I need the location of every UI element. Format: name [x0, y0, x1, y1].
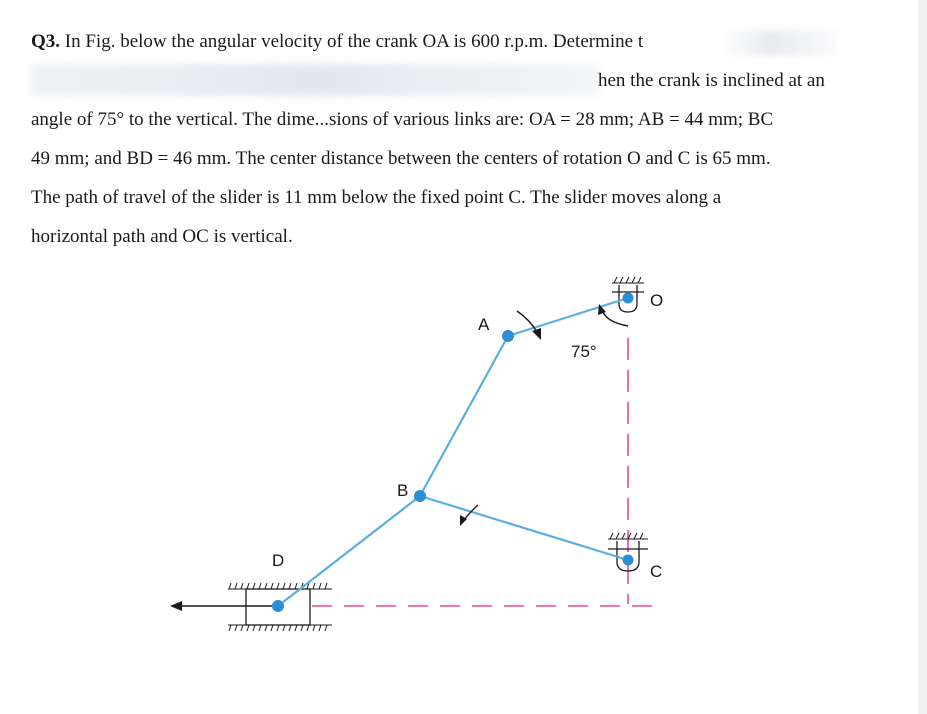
joint-b — [414, 490, 426, 502]
angle-label: 75° — [571, 342, 597, 361]
question-line-5: The path of travel of the slider is 11 mm below the fixed point C. The slider moves along a — [31, 187, 722, 208]
label-c: C — [650, 562, 663, 581]
joint-d — [272, 600, 284, 612]
joint-o — [623, 293, 634, 304]
label-b: B — [397, 481, 409, 500]
slider-arrow-head — [170, 601, 182, 611]
ground-hatch-o — [612, 277, 644, 283]
label-d: D — [272, 551, 285, 570]
link-ab — [420, 336, 508, 496]
question-number: Q3. — [31, 31, 61, 52]
label-a: A — [478, 315, 490, 334]
joint-a — [502, 330, 514, 342]
question-line-2-visible: hen the crank is inclined at an — [598, 70, 825, 91]
joint-c — [623, 555, 634, 566]
question-line-3: angle of 75° to the vertical. The dime...sions of various links are: OA = 28 mm; AB = 44 mm; BC — [31, 109, 774, 130]
link-oa — [508, 298, 628, 336]
question-line-4: 49 mm; and BD = 46 mm. The center distance between the centers of rotation O and C is 65 mm. — [31, 148, 771, 169]
crank-rotation-arrowhead — [532, 328, 541, 340]
link-bd — [278, 496, 420, 606]
angle-arc-75 — [602, 310, 628, 326]
link-bc — [420, 496, 628, 560]
slider-guide-top — [228, 583, 332, 589]
question-line-1-text: In Fig. below the angular velocity of the crank OA is 600 r.p.m. Determine t — [64, 31, 644, 52]
label-o: O — [650, 291, 664, 310]
question-line-6: horizontal path and OC is vertical. — [31, 226, 293, 247]
slider-guide-bottom — [228, 625, 332, 631]
